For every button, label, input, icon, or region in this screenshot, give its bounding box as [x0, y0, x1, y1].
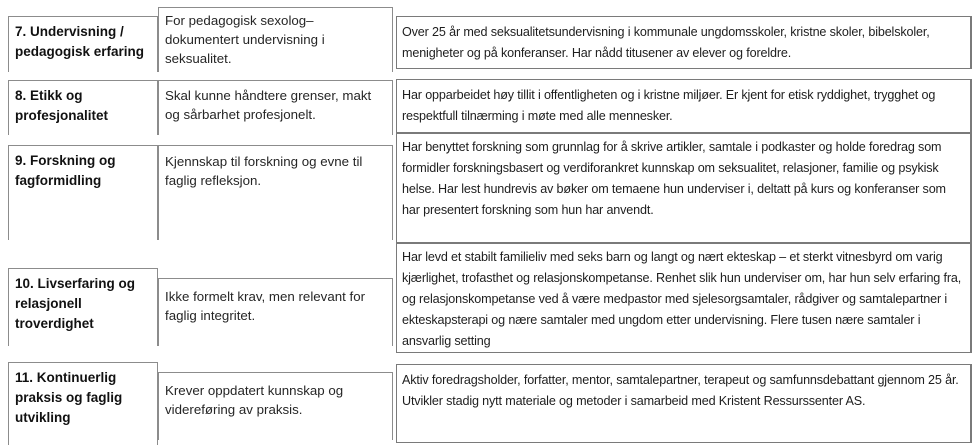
criterion-cell-11 — [8, 362, 158, 445]
criterion-cell-8 — [8, 80, 158, 135]
requirement-text: Kjennskap til forskning og evne til faglig refleksjon. — [165, 154, 363, 188]
requirement-cell-8 — [158, 80, 393, 135]
requirement-text: Krever oppdatert kunnskap og videreføring av praksis. — [165, 383, 344, 417]
criterion-cell-9 — [8, 145, 158, 240]
evidence-cell-7 — [396, 16, 972, 69]
evidence-text: Aktiv foredragsholder, forfatter, mentor, samtalepartner, terapeut og samfunnsdebattant gjennom 25 år. Utvikler stadig nytt materiale og metoder i samarbeid med Kristent Ressurssenter AS. — [402, 373, 959, 408]
criterion-text: 11. Kontinuerlig praksis og faglig utvikling — [15, 370, 123, 425]
criterion-cell-7 — [8, 16, 158, 72]
requirement-cell-7 — [158, 7, 393, 72]
requirement-cell-9 — [158, 145, 393, 240]
evidence-text: Har levd et stabilt familieliv med seks barn og langt og nært ekteskap – et sterkt vitnesbyrd om varig kjærlighet, trofasthet og relasjonskompetanse. Renhet slik hun underviser om, har hun selv erfaring fra, og relasjonskompetanse ved å være medpastor med sjelesorgsamtaler, rådgiver og samtalepartner i ekteskapsterapi og nære samtaler med ungdom etter undervisning. Flere tusen nære samtaler i ansvarlig setting — [402, 250, 962, 348]
evidence-cell-11 — [396, 364, 972, 443]
requirement-cell-11 — [158, 372, 393, 440]
evidence-cell-8 — [396, 79, 972, 133]
criterion-text: 8. Etikk og profesjonalitet — [15, 88, 109, 123]
requirement-text: For pedagogisk sexolog– dokumentert undervisning i seksualitet. — [165, 13, 325, 66]
evidence-text: Har opparbeidet høy tillit i offentligheten og i kristne miljøer. Er kjent for etisk ryddighet, trygghet og respektfull tilnærming i møte med alle mennesker. — [402, 88, 936, 123]
requirement-text: Skal kunne håndtere grenser, makt og sårbarhet profesjonelt. — [165, 88, 372, 122]
requirement-text: Ikke formelt krav, men relevant for faglig integritet. — [165, 289, 366, 323]
evidence-cell-10 — [396, 243, 972, 353]
evidence-text: Over 25 år med seksualitetsundervisning i kommunale ungdomsskoler, kristne skoler, bibelskoler, menigheter og på konferanser. Har nådd titusener av elever og foreldre. — [402, 25, 930, 60]
evidence-cell-9 — [396, 133, 972, 243]
criterion-cell-10 — [8, 268, 158, 346]
criterion-text: 7. Undervisning / pedagogisk erfaring — [15, 24, 145, 59]
evidence-text: Har benyttet forskning som grunnlag for å skrive artikler, samtale i podkaster og holde foredrag som formidler forskningsbasert og verdiforankret kunnskap om seksualitet, relasjoner, familie og psykisk helse. Har lest hundrevis av bøker om temaene hun underviser i, deltatt på kurs og konferanser som har presentert forskning som hun har anvendt. — [402, 140, 946, 217]
criterion-text: 10. Livserfaring og relasjonell troverdighet — [15, 276, 136, 331]
criterion-text: 9. Forskning og fagformidling — [15, 153, 116, 188]
requirement-cell-10 — [158, 278, 393, 346]
